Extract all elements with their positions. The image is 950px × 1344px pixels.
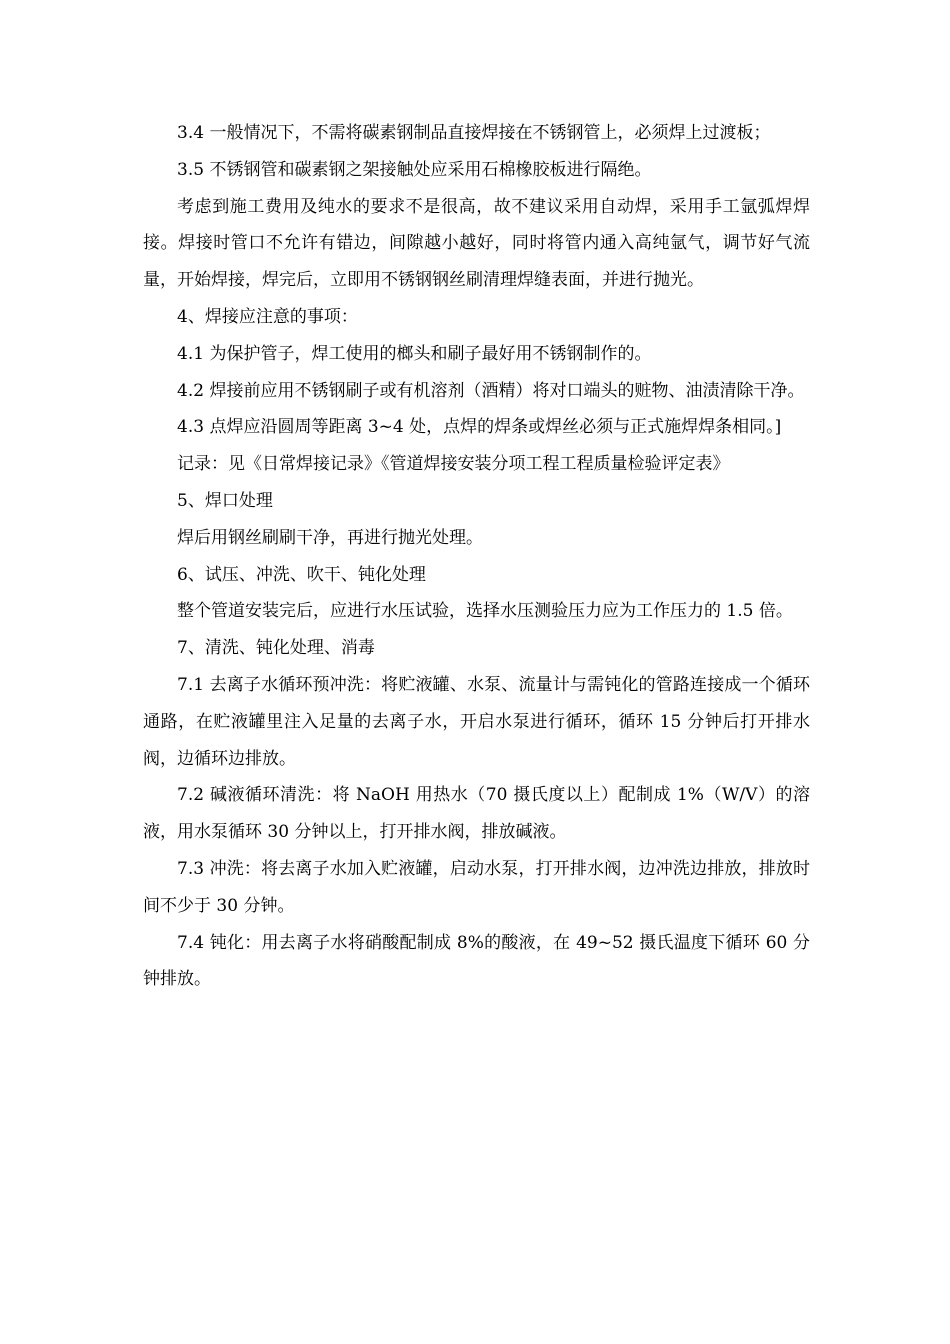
heading-section-4: 4、焊接应注意的事项： [177, 306, 358, 327]
paragraph-3-4: 3.4 一般情况下，不需将碳素钢制品直接焊接在不锈钢管上，必须焊上过渡板； [177, 123, 771, 143]
heading-section-7: 7、清洗、钝化处理、消毒 [177, 638, 375, 659]
paragraph-7-2: 7.2 碱液循环清洗：将 NaOH 用热水（70 摄氏度以上）配制成 1%（W/V）的溶液，用水泵循环 30 分钟以上，打开排水阀，排放碱液。 [143, 785, 810, 843]
paragraph-weld-treatment: 焊后用钢丝刷刷干净，再进行抛光处理。 [177, 527, 483, 548]
paragraph-pressure-test: 整个管道安装完后，应进行水压试验，选择水压测验压力应为工作压力的 1.5 倍。 [177, 601, 793, 622]
paragraph-3-5: 3.5 不锈钢管和碳素钢之架接触处应采用石棉橡胶板进行隔绝。 [177, 159, 652, 180]
heading-section-5: 5、焊口处理 [177, 490, 273, 511]
document-body [143, 115, 810, 998]
paragraph-4-1: 4.1 为保护管子，焊工使用的榔头和刷子最好用不锈钢制作的。 [177, 343, 652, 364]
paragraph-4-2: 4.2 焊接前应用不锈钢刷子或有机溶剂（酒精）将对口端头的赃物、油渍清除干净。 [177, 380, 805, 401]
paragraph-4-3: 4.3 点焊应沿圆周等距离 3~4 处，点焊的焊条或焊丝必须与正式施焊焊条相同。] [177, 417, 782, 438]
paragraph-7-1: 7.1 去离子水循环预冲洗：将贮液罐、水泵、流量计与需钝化的管路连接成一个循环通路，在贮液罐里注入足量的去离子水，开启水泵进行循环，循环 15 分钟后打开排水阀，边循环边排放。 [143, 674, 810, 769]
paragraph-welding-method: 考虑到施工费用及纯水的要求不是很高，故不建议采用自动焊，采用手工氩弧焊焊接。焊接时管口不允许有错边，间隙越小越好，同时将管内通入高纯氩气，调节好气流量，开始焊接，焊完后，立即用不锈钢钢丝刷清理焊缝表面，并进行抛光。 [143, 196, 810, 291]
paragraph-records: 记录：见《日常焊接记录》《管道焊接安装分项工程工程质量检验评定表》 [177, 454, 730, 475]
heading-section-6: 6、试压、冲洗、吹干、钝化处理 [177, 564, 426, 585]
paragraph-7-4: 7.4 钝化：用去离子水将硝酸配制成 8%的酸液，在 49~52 摄氏温度下循环 60 分钟排放。 [143, 932, 810, 990]
paragraph-7-3: 7.3 冲洗：将去离子水加入贮液罐，启动水泵，打开排水阀，边冲洗边排放，排放时间不少于 30 分钟。 [143, 858, 810, 916]
